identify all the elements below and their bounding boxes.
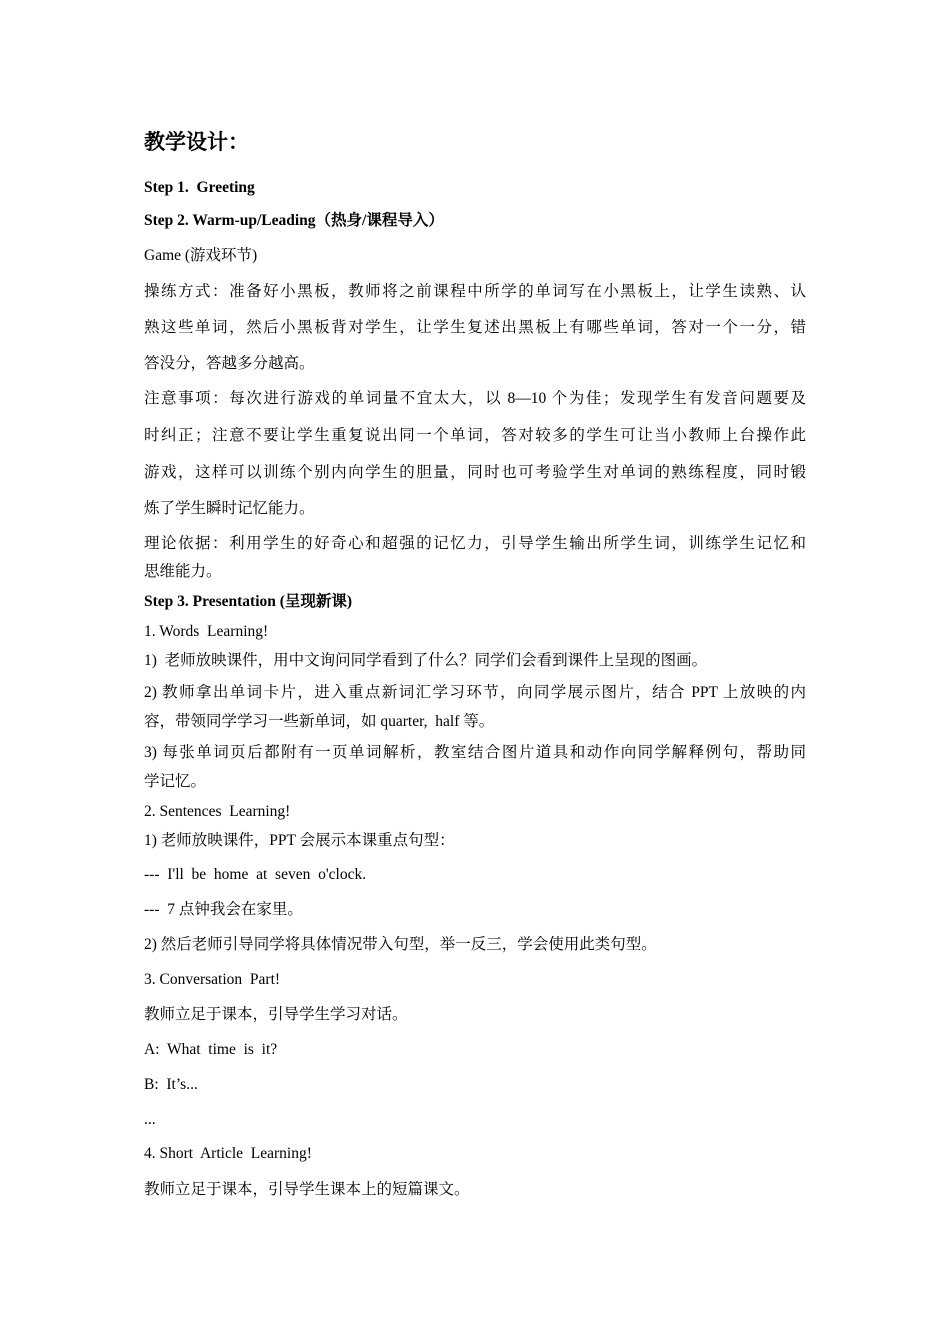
step2-heading: Step 2. Warm-up/Leading（热身/课程导入） bbox=[144, 212, 444, 229]
sentence-english: --- I'll be home at seven o'clock. bbox=[144, 866, 367, 883]
words-item-1: 1) 老师放映课件，用中文询问同学看到了什么？同学们会看到课件上呈现的图画。 bbox=[144, 652, 708, 669]
game-label: Game (游戏环节) bbox=[144, 247, 258, 264]
sentences-item-2: 2) 然后老师引导同学将具体情况带入句型，举一反三，学会使用此类句型。 bbox=[144, 936, 657, 953]
method-line-2: 熟这些单词，然后小黑板背对学生，让学生复述出黑板上有哪些单词，答对一个一分，错 bbox=[144, 319, 806, 336]
page-title: 教学设计： bbox=[144, 130, 249, 154]
method-line-1: 操练方式：准备好小黑板，教师将之前课程中所学的单词写在小黑板上，让学生读熟、认 bbox=[144, 283, 806, 300]
conversation-ellipsis: ... bbox=[144, 1111, 156, 1128]
notes-line-4: 炼了学生瞬时记忆能力。 bbox=[144, 500, 315, 517]
notes-line-3: 游戏，这样可以训练个别内向学生的胆量，同时也可考验学生对单词的熟练程度，同时锻 bbox=[144, 464, 806, 481]
notes-line-1: 注意事项：每次进行游戏的单词量不宜太大，以 8—10 个为佳；发现学生有发音问题要及 bbox=[144, 390, 806, 407]
step1-heading: Step 1. Greeting bbox=[144, 179, 255, 196]
theory-line-1: 理论依据：利用学生的好奇心和超强的记忆力，引导学生输出所学生词，训练学生记忆和 bbox=[144, 535, 806, 552]
sentences-item-1: 1) 老师放映课件，PPT 会展示本课重点句型： bbox=[144, 832, 455, 849]
conversation-heading: 3. Conversation Part! bbox=[144, 971, 281, 988]
sentences-heading: 2. Sentences Learning! bbox=[144, 803, 291, 820]
words-heading: 1. Words Learning! bbox=[144, 623, 269, 640]
words-item-3-line-1: 3) 每张单词页后都附有一页单词解析，教室结合图片道具和动作向同学解释例句，帮助同 bbox=[144, 744, 806, 761]
article-intro: 教师立足于课本，引导学生课本上的短篇课文。 bbox=[144, 1181, 470, 1198]
conversation-intro: 教师立足于课本，引导学生学习对话。 bbox=[144, 1006, 408, 1023]
sentence-chinese: --- 7 点钟我会在家里。 bbox=[144, 901, 303, 918]
theory-line-2: 思维能力。 bbox=[144, 563, 222, 580]
words-item-3-line-2: 学记忆。 bbox=[144, 773, 207, 790]
words-item-2-line-1: 2) 教师拿出单词卡片，进入重点新词汇学习环节，向同学展示图片，结合 PPT 上放映的内 bbox=[144, 684, 806, 701]
conversation-line-b: B: It’s... bbox=[144, 1076, 198, 1093]
notes-line-2: 时纠正；注意不要让学生重复说出同一个单词，答对较多的学生可让当小教师上台操作此 bbox=[144, 427, 806, 444]
method-line-3: 答没分，答越多分越高。 bbox=[144, 355, 315, 372]
step3-heading: Step 3. Presentation (呈现新课) bbox=[144, 593, 353, 610]
words-item-2-line-2: 容，带领同学学习一些新单词，如 quarter, half 等。 bbox=[144, 713, 495, 730]
conversation-line-a: A: What time is it? bbox=[144, 1041, 278, 1058]
article-heading: 4. Short Article Learning! bbox=[144, 1145, 312, 1162]
